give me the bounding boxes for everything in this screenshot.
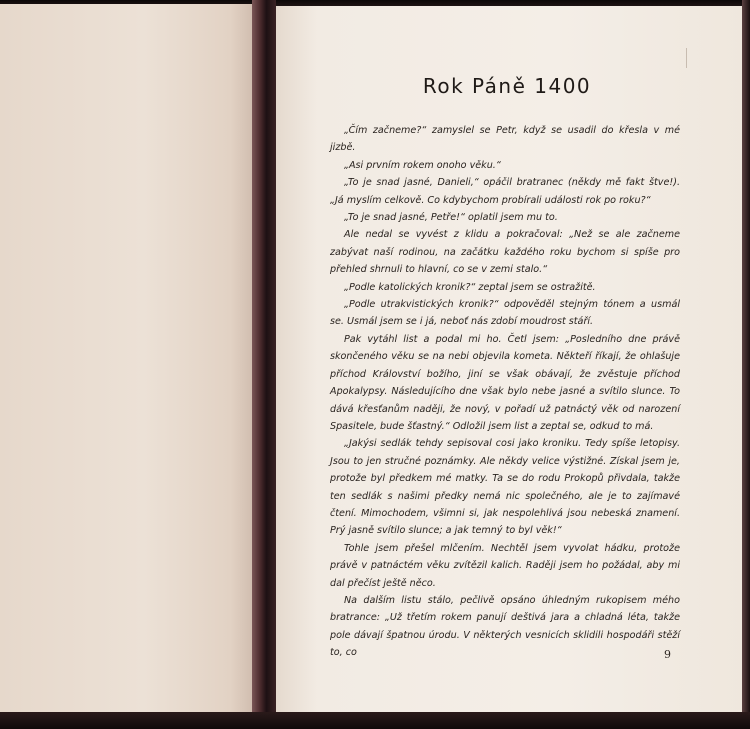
paragraph: Pak vytáhl list a podal mi ho. Četl jsem: „Posledního dne právě skončeného věku se na nebi objevila kometa. Někteří říkají, že ohlašuje příchod Království božího, jiní se však obávají, že zvěstuje příchod Apokalypsy. Následujícího dne však bylo nebe jasné a svítilo slunce. To dává křesťanům naději, že nový, v pořadí už patnáctý věk od narození Spasitele, bude šťastný.“ Odložil jsem list a zeptal se, odkud to má. bbox=[330, 333, 680, 432]
body-text bbox=[330, 122, 680, 662]
paragraph: „Jakýsi sedlák tehdy sepisoval cosi jako kroniku. Tedy spíše letopisy. Jsou to jen stručné poznámky. Ale někdy velice výstižné. Získal jsem je, protože byl předkem mé matky. Ta se do rodu Prokopů přivdala, takže ten sedlák s našimi předky nemá nic společného, ale je to zajímavé čtení. Mimochodem, všimni si, jak nespolehlivá jsou nebeská znamení. Prý jasně svítilo slunce; a jak temný to byl věk!“ bbox=[330, 438, 680, 537]
page-number: 9 bbox=[664, 648, 671, 661]
paragraph: „Podle katolických kronik?“ zeptal jsem se ostražitě. bbox=[344, 281, 596, 293]
paragraph: „Čím začneme?“ zamyslel se Petr, když se usadil do křesla v mé jizbě. bbox=[330, 125, 680, 154]
scanner-bottom-edge bbox=[0, 712, 750, 729]
paragraph: Na dalším listu stálo, pečlivě opsáno úhledným rukopisem mého bratrance: „Už třetím rokem panují deštivá jara a chladná léta, takže pole dávají špatnou úrodu. V některých vesnicích sklidili hospodáři stěží to, co bbox=[330, 594, 680, 659]
paper-mark bbox=[686, 48, 687, 68]
paragraph: Ale nedal se vyvést z klidu a pokračoval: „Než se ale začneme zabývat naší rodinou, na začátku každého roku bychom si spíše pro přehled shrnuli to hlavní, co se v zemi stalo.“ bbox=[330, 229, 680, 276]
paragraph: Tohle jsem přešel mlčením. Nechtěl jsem vyvolat hádku, protože právě v patnáctém věku zvítězil kalich. Raději jsem ho požádal, aby mi dal přečíst ještě něco. bbox=[330, 542, 680, 589]
chapter-title: Rok Páně 1400 bbox=[422, 74, 592, 98]
book-spine-gutter bbox=[252, 0, 276, 712]
left-page-blank bbox=[0, 4, 262, 712]
right-book-edge bbox=[742, 0, 750, 712]
paragraph: „To je snad jasné, Petře!“ oplatil jsem mu to. bbox=[344, 212, 558, 224]
paragraph: „Asi prvním rokem onoho věku.“ bbox=[344, 159, 501, 171]
paragraph: „To je snad jasné, Danieli,“ opáčil bratranec (někdy mě fakt štve!). „Já myslím celkově. Co kdybychom probírali události rok po roku?“ bbox=[330, 177, 680, 206]
paragraph: „Podle utrakvistických kronik?“ odpověděl stejným tónem a usmál se. Usmál jsem se i já, neboť nás zdobí moudrost stáří. bbox=[330, 299, 680, 328]
